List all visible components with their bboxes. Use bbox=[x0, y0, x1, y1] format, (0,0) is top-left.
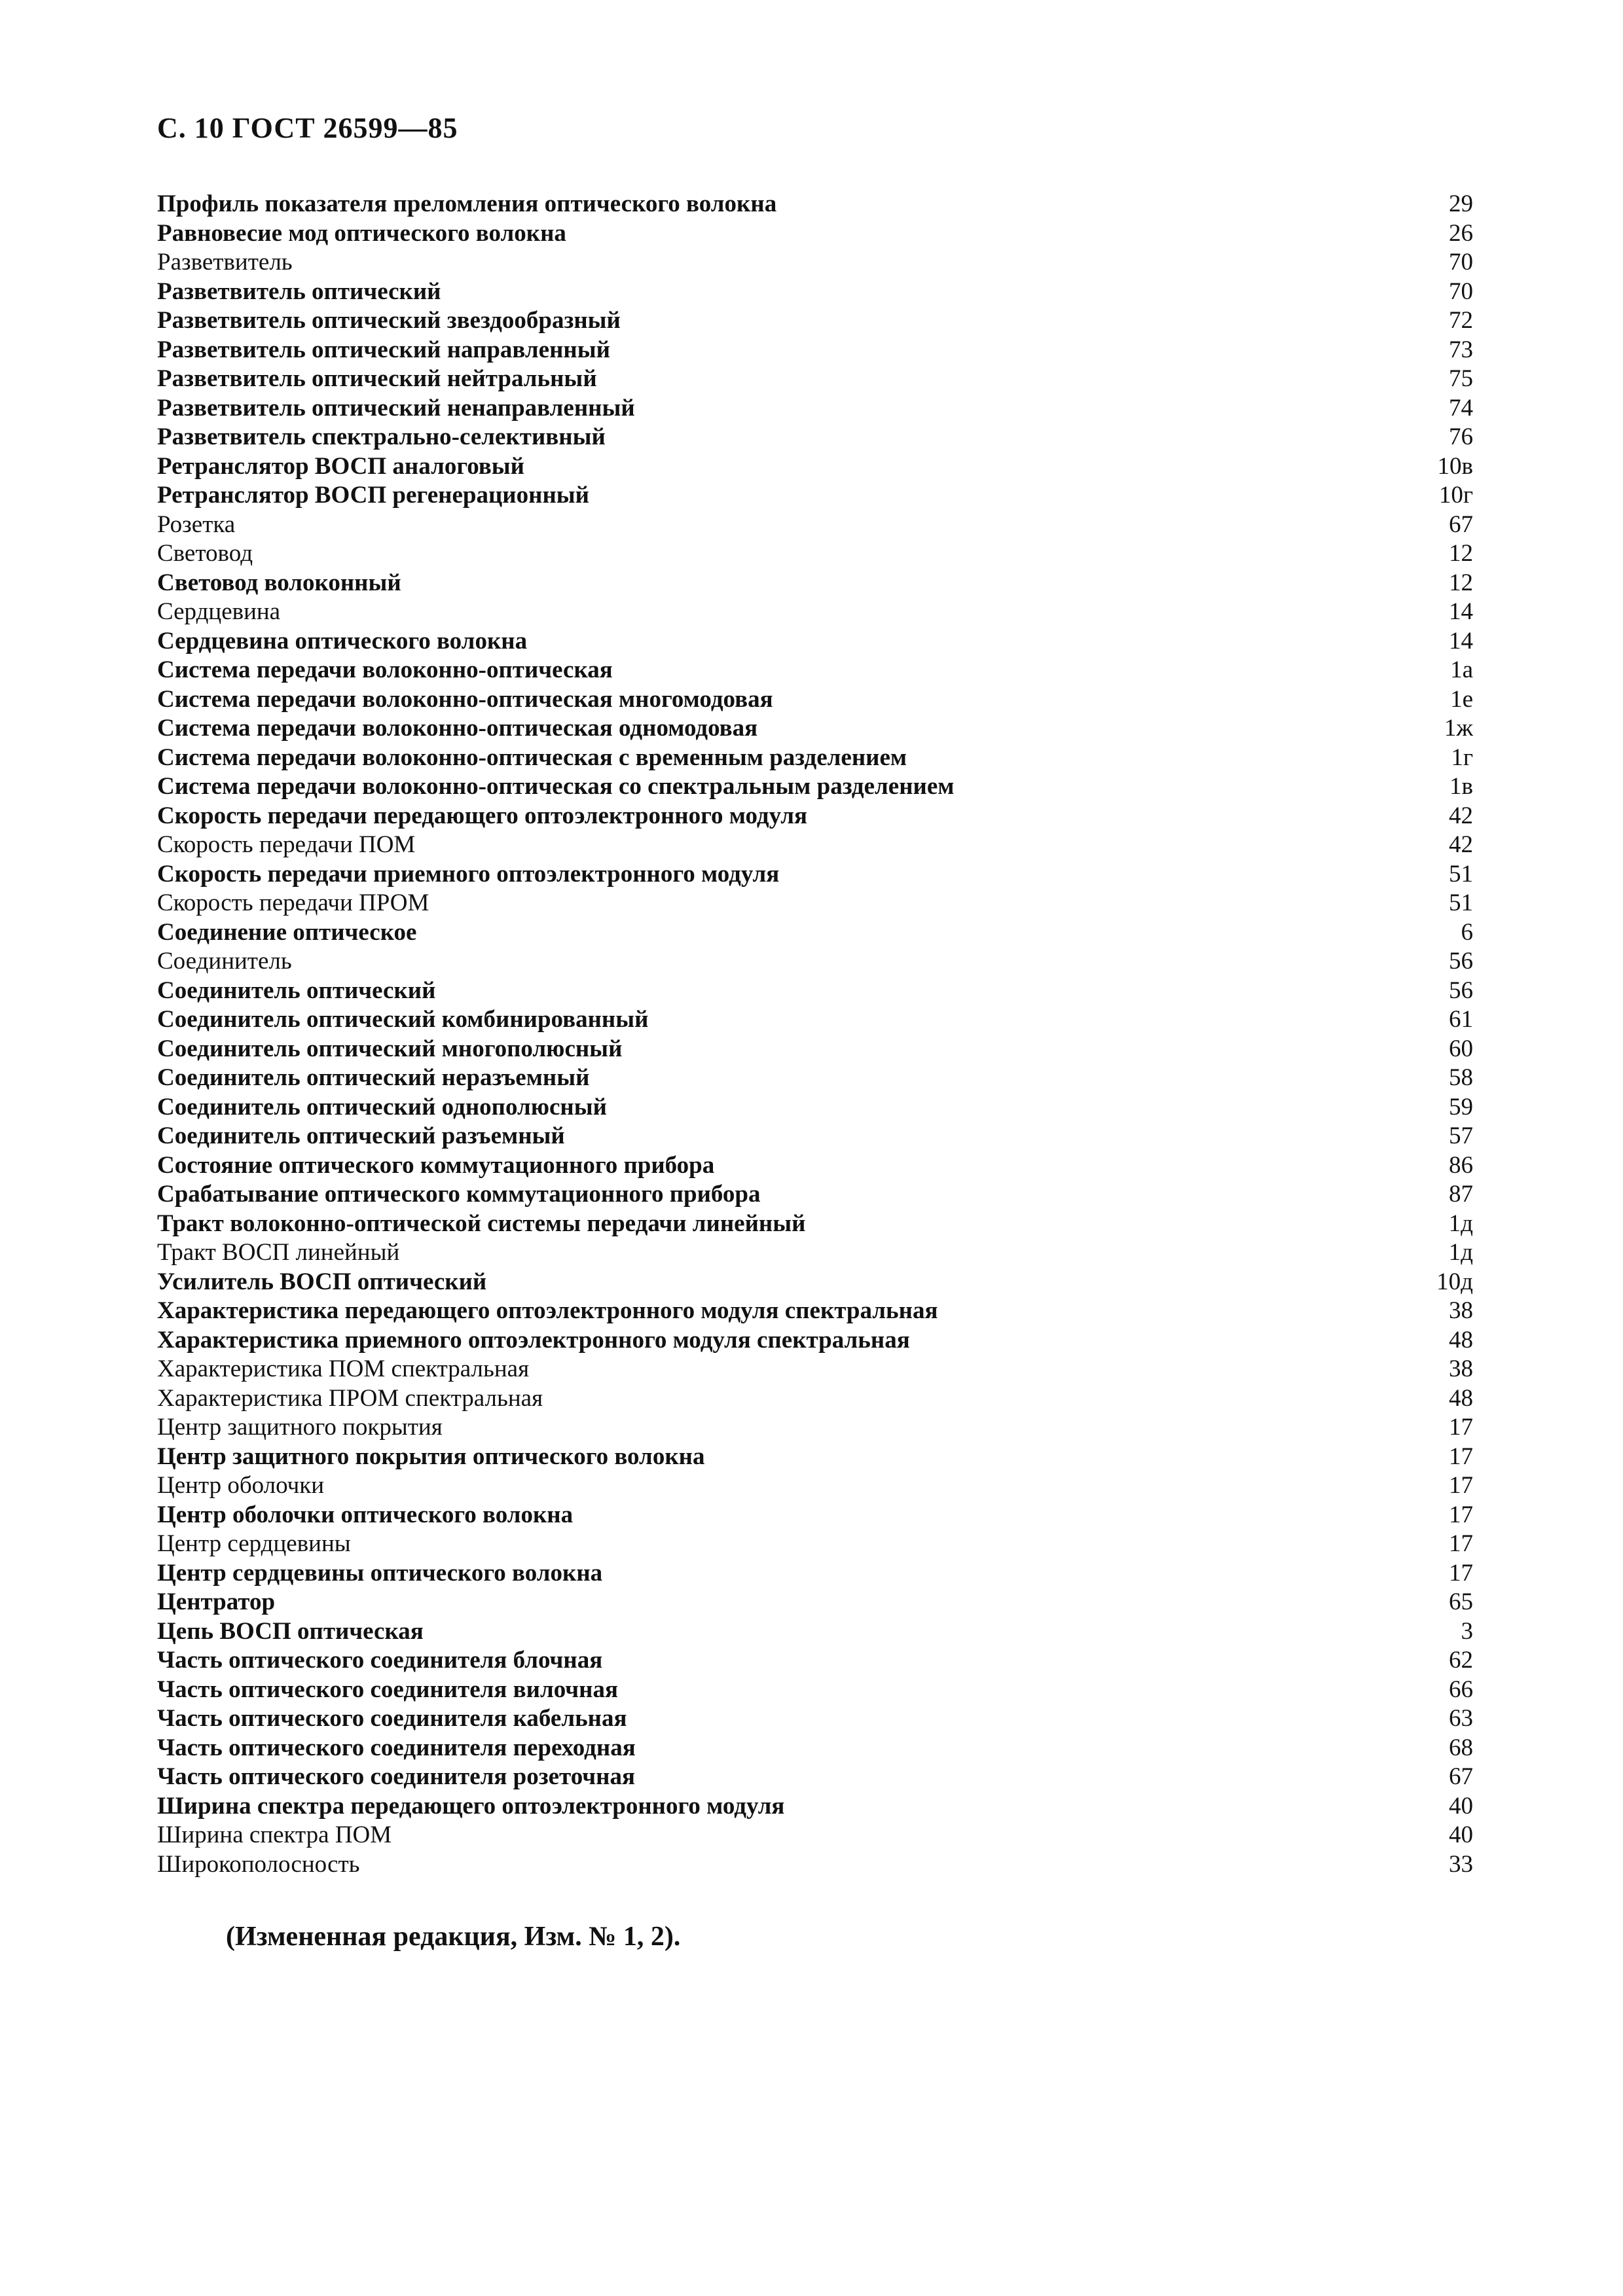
index-row bbox=[157, 1734, 1473, 1763]
index-number: 70 bbox=[1449, 278, 1473, 305]
index-row bbox=[157, 1355, 1473, 1384]
index-row bbox=[157, 1617, 1473, 1647]
index-number: 62 bbox=[1449, 1647, 1473, 1674]
index-number: 48 bbox=[1449, 1326, 1473, 1354]
index-row bbox=[157, 394, 1473, 423]
index-row bbox=[157, 802, 1473, 831]
index-number: 67 bbox=[1449, 1763, 1473, 1790]
index-term: Центр защитного покрытия оптического волокна bbox=[157, 1443, 705, 1470]
index-row bbox=[157, 1064, 1473, 1093]
index-row bbox=[157, 1676, 1473, 1705]
index-number: 17 bbox=[1449, 1530, 1473, 1557]
index-row bbox=[157, 1326, 1473, 1355]
index-term: Скорость передачи передающего оптоэлектронного модуля bbox=[157, 802, 807, 829]
index-row bbox=[157, 772, 1473, 802]
index-number: 51 bbox=[1449, 860, 1473, 888]
index-number: 38 bbox=[1449, 1297, 1473, 1324]
index-number: 74 bbox=[1449, 394, 1473, 422]
index-term: Ширина спектра передающего оптоэлектронного модуля bbox=[157, 1792, 785, 1820]
index-number: 10д bbox=[1436, 1268, 1473, 1295]
index-number: 51 bbox=[1449, 889, 1473, 916]
index-term: Сердцевина оптического волокна bbox=[157, 627, 528, 655]
index-row bbox=[157, 627, 1473, 656]
index-row bbox=[157, 336, 1473, 365]
index-row bbox=[157, 1180, 1473, 1210]
index-term: Разветвитель оптический звездообразный bbox=[157, 307, 621, 334]
index-number: 17 bbox=[1449, 1472, 1473, 1499]
index-term: Центр сердцевины оптического волокна bbox=[157, 1559, 603, 1587]
index-row bbox=[157, 452, 1473, 482]
index-term: Центр сердцевины bbox=[157, 1530, 351, 1557]
index-row bbox=[157, 1035, 1473, 1064]
index-term: Центратор bbox=[157, 1588, 276, 1615]
index-term: Центр защитного покрытия bbox=[157, 1414, 443, 1441]
index-number: 14 bbox=[1449, 627, 1473, 655]
index-row bbox=[157, 1530, 1473, 1559]
index-number: 1ж bbox=[1444, 715, 1473, 742]
index-number: 1в bbox=[1450, 773, 1473, 800]
index-term: Система передачи волоконно-оптическая многомодовая bbox=[157, 685, 773, 713]
index-term: Часть оптического соединителя кабельная bbox=[157, 1705, 627, 1732]
index-term: Широкополосность bbox=[157, 1850, 360, 1878]
index-row bbox=[157, 947, 1473, 977]
index-row bbox=[157, 248, 1473, 278]
index-number: 57 bbox=[1449, 1122, 1473, 1149]
index-term: Часть оптического соединителя вилочная bbox=[157, 1676, 618, 1703]
index-number: 6 bbox=[1461, 918, 1473, 946]
index-row bbox=[157, 1501, 1473, 1530]
index-term: Соединитель оптический неразъемный bbox=[157, 1064, 590, 1091]
index-row bbox=[157, 1268, 1473, 1297]
index-row bbox=[157, 714, 1473, 744]
index-number: 1е bbox=[1450, 685, 1473, 713]
index-term: Система передачи волоконно-оптическая bbox=[157, 656, 613, 683]
index-number: 70 bbox=[1449, 249, 1473, 276]
index-term: Скорость передачи ПОМ bbox=[157, 831, 416, 858]
index-row bbox=[157, 889, 1473, 918]
index-number: 56 bbox=[1449, 948, 1473, 975]
index-row bbox=[157, 1210, 1473, 1239]
index-row bbox=[157, 1850, 1473, 1880]
index-row bbox=[157, 569, 1473, 598]
index-term: Разветвитель оптический направленный bbox=[157, 336, 610, 363]
index-row bbox=[157, 1297, 1473, 1326]
index-term: Световод волоконный bbox=[157, 569, 401, 596]
index-row bbox=[157, 219, 1473, 249]
index-number: 3 bbox=[1461, 1617, 1473, 1645]
index-row bbox=[157, 1005, 1473, 1035]
index-term: Характеристика ПРОМ спектральная bbox=[157, 1384, 543, 1412]
index-row bbox=[157, 598, 1473, 627]
index-term: Соединитель оптический однополюсный bbox=[157, 1093, 607, 1121]
index-term: Цепь ВОСП оптическая bbox=[157, 1617, 424, 1645]
index-number: 1а bbox=[1450, 656, 1473, 683]
index-number: 68 bbox=[1449, 1734, 1473, 1761]
index-term: Световод bbox=[157, 540, 253, 567]
index-number: 40 bbox=[1449, 1821, 1473, 1848]
index-term: Система передачи волоконно-оптическая с временным разделением bbox=[157, 744, 907, 771]
index-row bbox=[157, 831, 1473, 860]
index-term: Система передачи волоконно-оптическая со спектральным разделением bbox=[157, 773, 955, 800]
index-term: Ширина спектра ПОМ bbox=[157, 1821, 392, 1848]
index-term: Срабатывание оптического коммутационного прибора bbox=[157, 1181, 761, 1208]
index-number: 14 bbox=[1449, 598, 1473, 625]
index-term: Соединитель оптический разъемный bbox=[157, 1122, 565, 1149]
index-number: 76 bbox=[1449, 423, 1473, 450]
index-row bbox=[157, 744, 1473, 773]
index-number: 86 bbox=[1449, 1151, 1473, 1179]
index-number: 1д bbox=[1448, 1239, 1473, 1266]
index-number: 58 bbox=[1449, 1064, 1473, 1091]
index-number: 67 bbox=[1449, 511, 1473, 538]
index-list bbox=[157, 190, 1473, 1879]
index-term: Характеристика приемного оптоэлектронного модуля спектральная bbox=[157, 1326, 910, 1354]
index-number: 38 bbox=[1449, 1355, 1473, 1382]
index-row bbox=[157, 306, 1473, 336]
index-term: Соединение оптическое bbox=[157, 918, 417, 946]
index-row bbox=[157, 1413, 1473, 1443]
index-row bbox=[157, 1559, 1473, 1588]
index-term: Скорость передачи приемного оптоэлектронного модуля bbox=[157, 860, 780, 888]
index-row bbox=[157, 1763, 1473, 1792]
index-term: Сердцевина bbox=[157, 598, 281, 625]
index-term: Соединитель оптический многополюсный bbox=[157, 1035, 623, 1062]
index-number: 1д bbox=[1448, 1210, 1473, 1237]
index-row bbox=[157, 481, 1473, 511]
index-term: Часть оптического соединителя блочная bbox=[157, 1647, 603, 1674]
index-term: Тракт волоконно-оптической системы передачи линейный bbox=[157, 1210, 806, 1237]
index-term: Разветвитель оптический bbox=[157, 278, 441, 305]
index-number: 29 bbox=[1449, 190, 1473, 217]
index-term: Ретранслятор ВОСП регенерационный bbox=[157, 482, 589, 509]
index-row bbox=[157, 190, 1473, 219]
index-number: 10г bbox=[1438, 482, 1473, 509]
index-term: Соединитель оптический bbox=[157, 977, 436, 1004]
index-term: Характеристика ПОМ спектральная bbox=[157, 1355, 530, 1382]
index-row bbox=[157, 1384, 1473, 1414]
index-number: 75 bbox=[1449, 365, 1473, 392]
index-number: 17 bbox=[1449, 1414, 1473, 1441]
index-row bbox=[157, 1704, 1473, 1734]
index-term: Разветвитель bbox=[157, 249, 293, 276]
index-row bbox=[157, 1821, 1473, 1850]
index-term: Ретранслятор ВОСП аналоговый bbox=[157, 452, 524, 480]
index-row bbox=[157, 511, 1473, 540]
index-row bbox=[157, 918, 1473, 948]
index-row bbox=[157, 1093, 1473, 1122]
index-number: 63 bbox=[1449, 1705, 1473, 1732]
index-row bbox=[157, 1238, 1473, 1268]
index-row bbox=[157, 365, 1473, 394]
revision-note: (Измененная редакция, Изм. № 1, 2). bbox=[226, 1922, 681, 1952]
index-number: 12 bbox=[1449, 540, 1473, 567]
index-number: 26 bbox=[1449, 219, 1473, 247]
index-row bbox=[157, 423, 1473, 452]
index-number: 87 bbox=[1449, 1181, 1473, 1208]
index-row bbox=[157, 685, 1473, 715]
index-term: Часть оптического соединителя переходная bbox=[157, 1734, 636, 1761]
index-term: Профиль показателя преломления оптического волокна bbox=[157, 190, 777, 217]
index-row bbox=[157, 656, 1473, 685]
index-term: Центр оболочки оптического волокна bbox=[157, 1501, 574, 1528]
index-row bbox=[157, 1443, 1473, 1472]
index-number: 40 bbox=[1449, 1792, 1473, 1820]
index-term: Розетка bbox=[157, 511, 236, 538]
index-term: Центр оболочки bbox=[157, 1472, 325, 1499]
index-term: Соединитель bbox=[157, 948, 292, 975]
index-number: 33 bbox=[1449, 1850, 1473, 1878]
index-row bbox=[157, 1792, 1473, 1821]
index-term: Скорость передачи ПРОМ bbox=[157, 889, 429, 916]
index-row bbox=[157, 1588, 1473, 1617]
index-term: Часть оптического соединителя розеточная bbox=[157, 1763, 635, 1790]
index-row bbox=[157, 977, 1473, 1006]
page-header: С. 10 ГОСТ 26599—85 bbox=[157, 112, 458, 144]
index-number: 48 bbox=[1449, 1384, 1473, 1412]
index-number: 17 bbox=[1449, 1443, 1473, 1470]
index-row bbox=[157, 1151, 1473, 1181]
index-term: Равновесие мод оптического волокна bbox=[157, 219, 566, 247]
index-number: 42 bbox=[1449, 831, 1473, 858]
index-number: 60 bbox=[1449, 1035, 1473, 1062]
index-row bbox=[157, 1646, 1473, 1676]
index-term: Разветвитель оптический нейтральный bbox=[157, 365, 597, 392]
index-number: 1г bbox=[1451, 744, 1473, 771]
index-term: Характеристика передающего оптоэлектронного модуля спектральная bbox=[157, 1297, 938, 1324]
index-number: 12 bbox=[1449, 569, 1473, 596]
index-number: 66 bbox=[1449, 1676, 1473, 1703]
index-number: 61 bbox=[1449, 1006, 1473, 1033]
index-number: 42 bbox=[1449, 802, 1473, 829]
index-number: 73 bbox=[1449, 336, 1473, 363]
index-number: 17 bbox=[1449, 1501, 1473, 1528]
index-term: Разветвитель оптический ненаправленный bbox=[157, 394, 635, 422]
index-number: 17 bbox=[1449, 1559, 1473, 1587]
index-term: Усилитель ВОСП оптический bbox=[157, 1268, 487, 1295]
index-number: 56 bbox=[1449, 977, 1473, 1004]
index-term: Система передачи волоконно-оптическая одномодовая bbox=[157, 715, 758, 742]
index-term: Разветвитель спектрально-селективный bbox=[157, 423, 606, 450]
index-row bbox=[157, 1122, 1473, 1151]
index-row bbox=[157, 1471, 1473, 1501]
index-row bbox=[157, 539, 1473, 569]
index-term: Тракт ВОСП линейный bbox=[157, 1239, 400, 1266]
index-row bbox=[157, 278, 1473, 307]
index-row bbox=[157, 860, 1473, 889]
index-number: 65 bbox=[1449, 1588, 1473, 1615]
index-term: Соединитель оптический комбинированный bbox=[157, 1006, 649, 1033]
index-term: Состояние оптического коммутационного прибора bbox=[157, 1151, 715, 1179]
index-number: 10в bbox=[1437, 452, 1473, 480]
index-number: 59 bbox=[1449, 1093, 1473, 1121]
index-number: 72 bbox=[1449, 307, 1473, 334]
